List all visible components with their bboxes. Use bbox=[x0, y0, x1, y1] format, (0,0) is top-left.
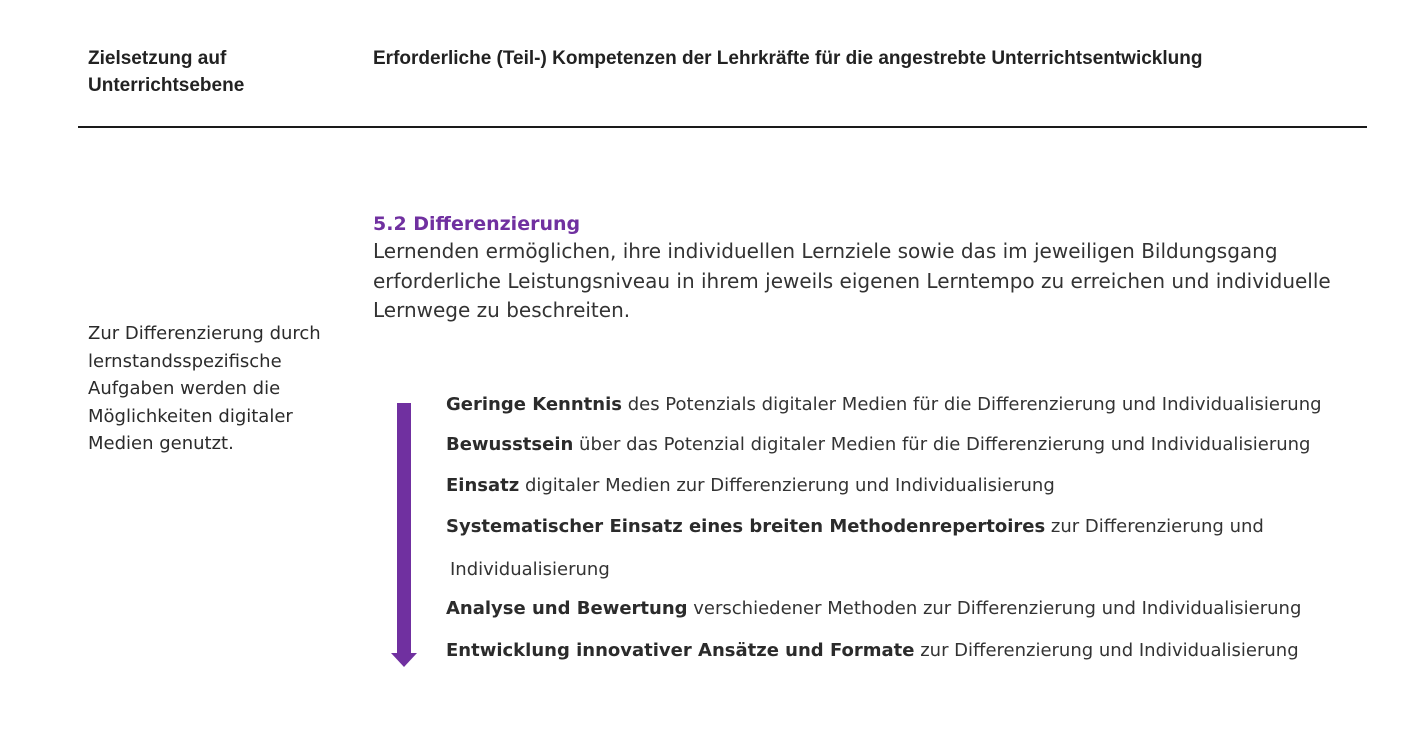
competency-level-3 bbox=[446, 474, 1055, 498]
competency-level-6-rest: zur Differenzierung und Individualisierung bbox=[914, 640, 1299, 661]
competency-level-1-bold: Geringe Kenntnis bbox=[446, 394, 622, 415]
competency-level-4-rest: zur Differenzierung und bbox=[1045, 516, 1264, 537]
competency-level-5-rest: verschiedener Methoden zur Differenzierung und Individualisierung bbox=[687, 598, 1302, 619]
competency-level-6 bbox=[446, 639, 1299, 663]
competency-level-2-bold: Bewusstsein bbox=[446, 434, 574, 455]
competency-level-2-rest: über das Potenzial digitaler Medien für die Differenzierung und Individualisierung bbox=[573, 434, 1311, 455]
competency-level-4-bold: Systematischer Einsatz eines breiten Methodenrepertoires bbox=[446, 516, 1046, 537]
header-divider bbox=[78, 126, 1367, 128]
down-arrow-icon bbox=[391, 403, 417, 667]
column-header-competencies: Erforderliche (Teil-) Kompetenzen der Lehrkräfte für die angestrebte Unterrichtsentwicklung bbox=[373, 48, 1203, 69]
column-header-goal: Zielsetzung auf Unterrichtsebene bbox=[88, 48, 245, 96]
competency-level-3-rest: digitaler Medien zur Differenzierung und Individualisierung bbox=[519, 475, 1055, 496]
competency-level-3-bold: Einsatz bbox=[446, 475, 520, 496]
competency-level-5-bold: Analyse und Bewertung bbox=[446, 598, 688, 619]
competency-level-1-rest: des Potenzials digitaler Medien für die Differenzierung und Individualisierung bbox=[621, 394, 1322, 415]
goal-text: Zur Differenzierung durch lernstandsspezifische Aufgaben werden die Möglichkeiten digitaler Medien genutzt. bbox=[88, 323, 321, 455]
competency-level-4-continuation: Individualisierung bbox=[450, 559, 610, 580]
competency-level-6-bold: Entwicklung innovativer Ansätze und Formate bbox=[446, 640, 915, 661]
competency-level-4 bbox=[446, 515, 1264, 539]
section-title: 5.2 Differenzierung bbox=[373, 213, 581, 235]
competency-level-1 bbox=[446, 393, 1322, 417]
competency-level-2 bbox=[446, 433, 1311, 457]
competency-level-5 bbox=[446, 597, 1301, 621]
section-description: Lernenden ermöglichen, ihre individuellen Lernziele sowie das im jeweiligen Bildungsgang erforderliche Leistungsniveau in ihrem jeweils eigenen Lerntempo zu erreichen und individuelle Lernwege zu beschreiten. bbox=[373, 239, 1331, 322]
